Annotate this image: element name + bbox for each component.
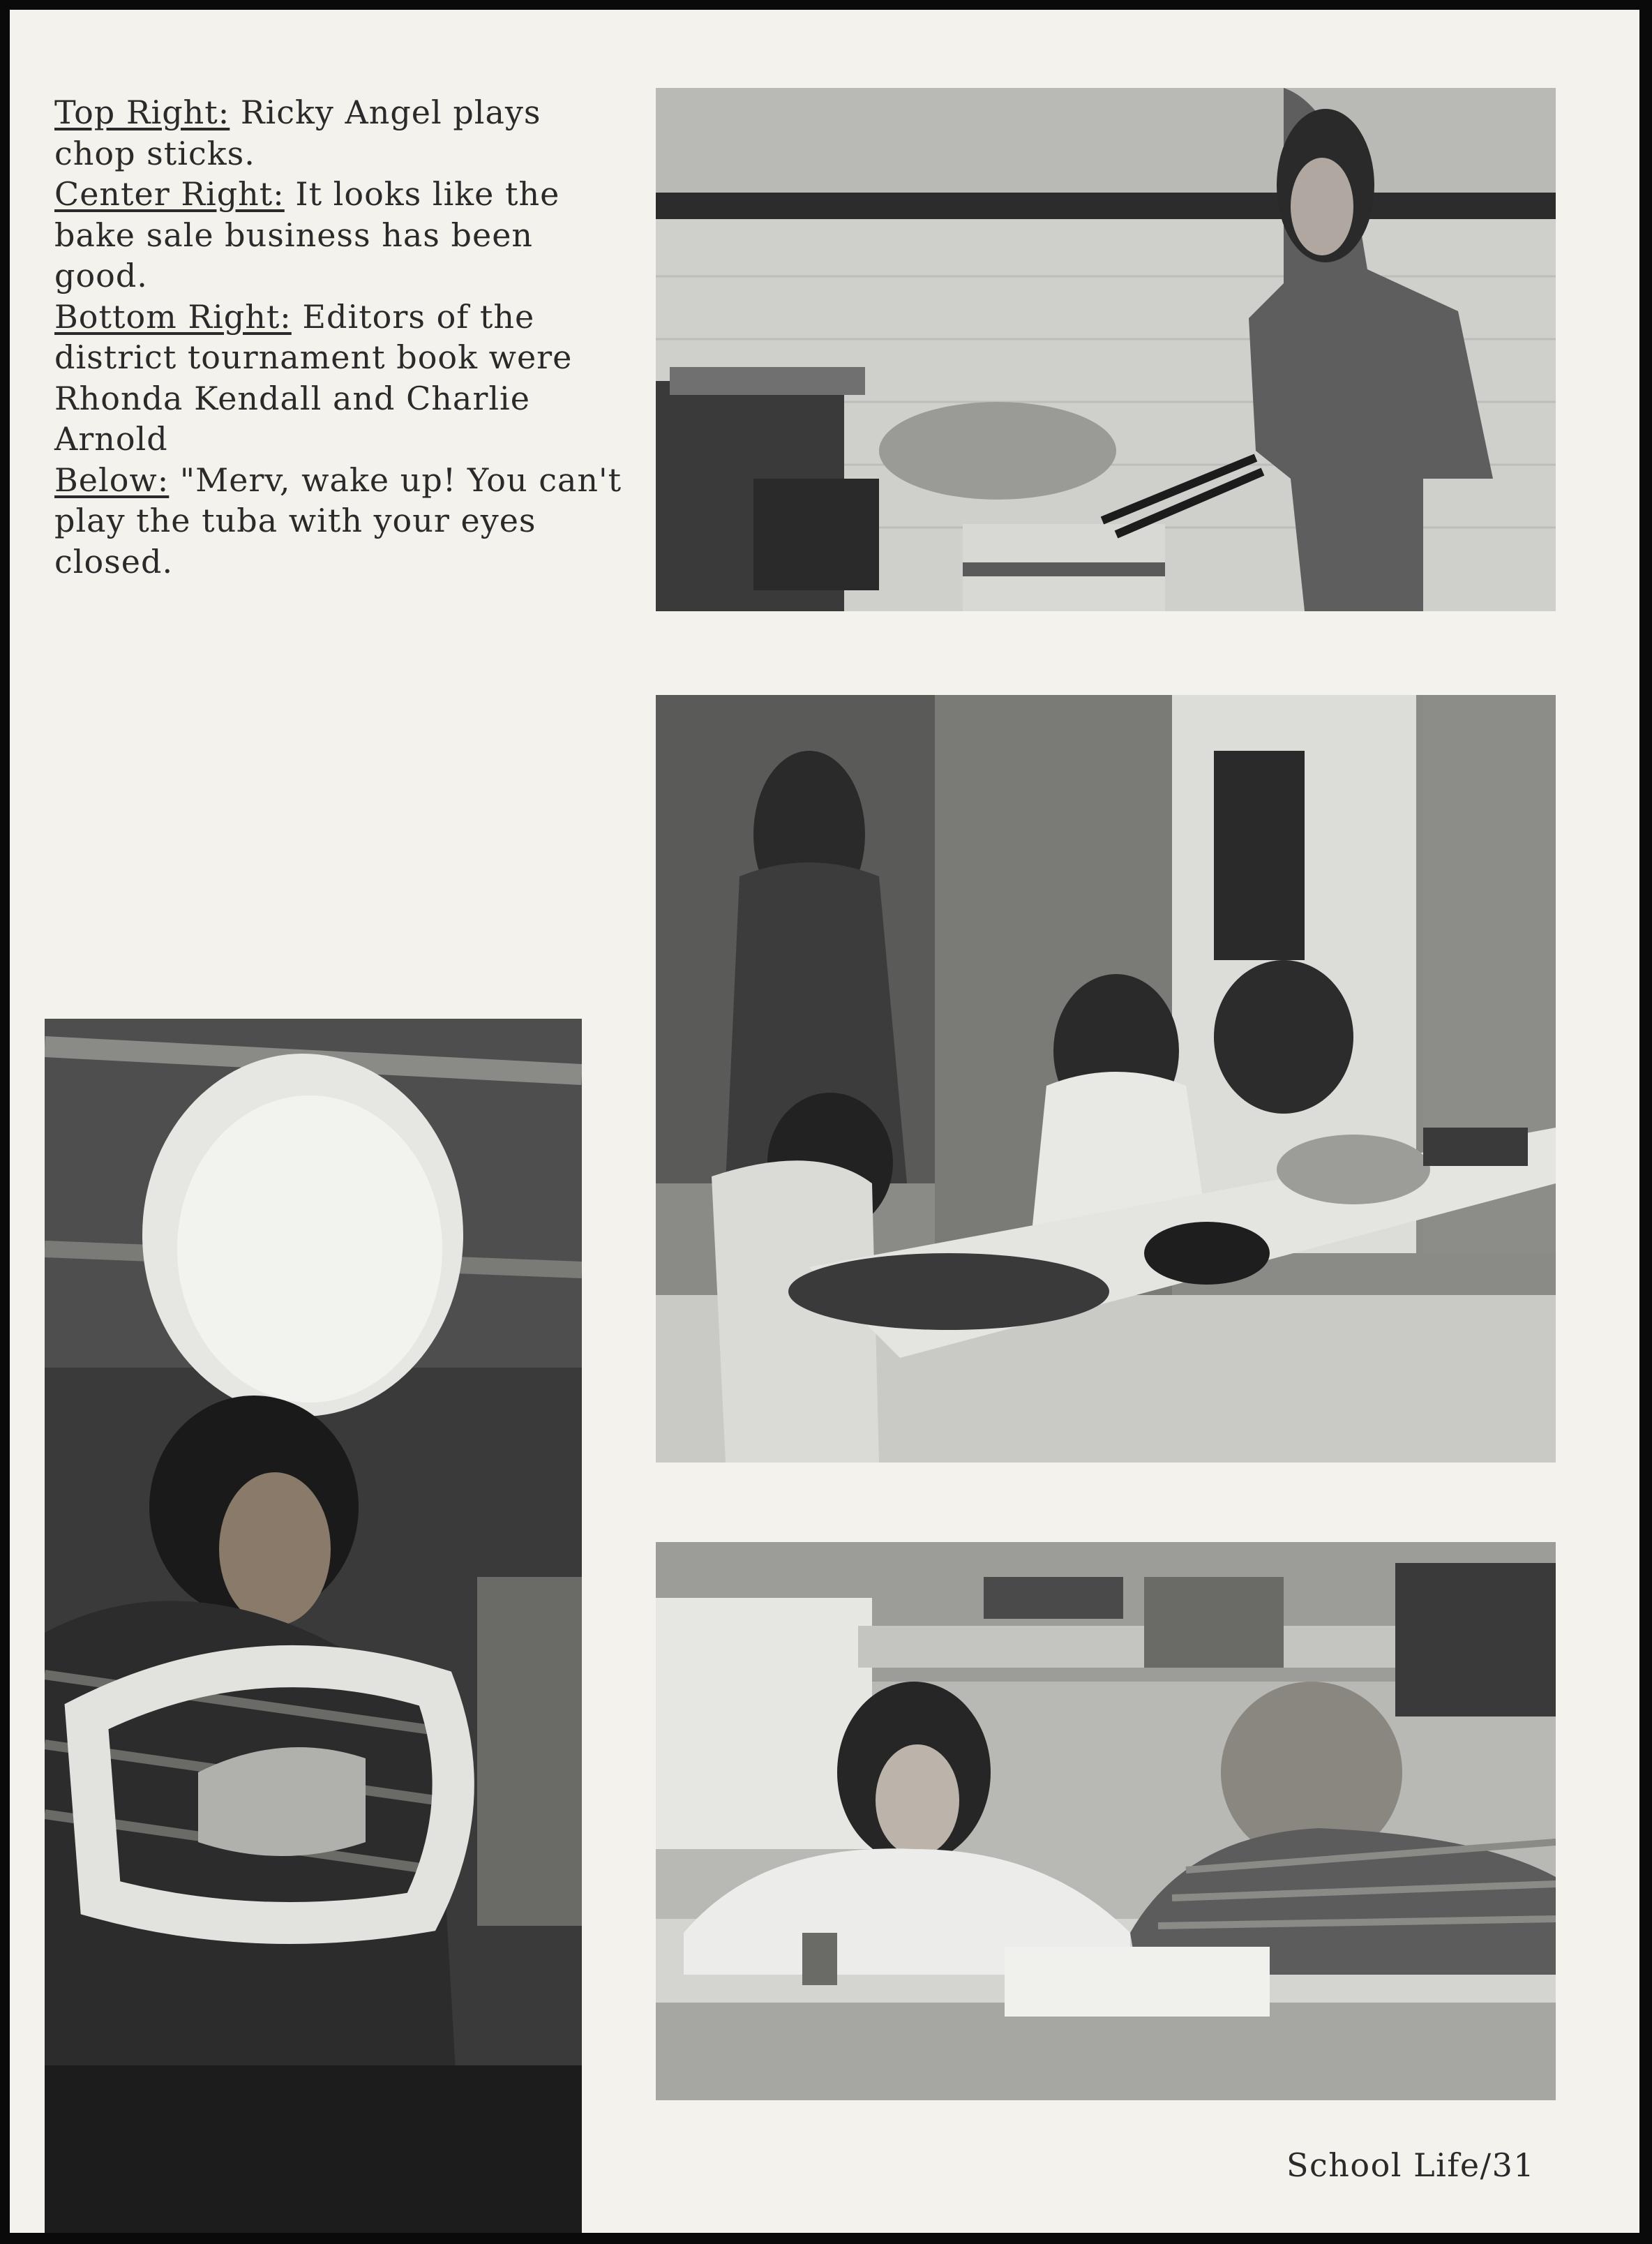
photo-drummer xyxy=(656,88,1556,611)
caption-below xyxy=(54,460,626,583)
yearbook-page xyxy=(10,10,1639,2233)
caption-text: "Merv, wake up! You can't play the tuba with your eyes closed. xyxy=(54,461,622,581)
photo-tuba-player xyxy=(45,1019,582,2233)
caption-label: Center Right: xyxy=(54,175,285,213)
caption-bottom-right xyxy=(54,297,626,460)
caption-label: Top Right: xyxy=(54,94,230,131)
caption-label: Below: xyxy=(54,461,170,499)
caption-text: Ricky Angel plays chop sticks. xyxy=(54,94,541,172)
caption-text: It looks like the bake sale business has been good. xyxy=(54,175,560,294)
page-footer: School Life/31 xyxy=(1286,2146,1535,2184)
caption-top-right xyxy=(54,92,626,174)
photo-bake-sale xyxy=(656,695,1556,1463)
photo-editors xyxy=(656,1542,1556,2100)
caption-label: Bottom Right: xyxy=(54,297,292,336)
photo-captions xyxy=(54,92,626,582)
caption-text: Editors of the district tournament book were Rhonda Kendall and Charlie Arnold xyxy=(54,297,573,458)
caption-center-right xyxy=(54,174,626,297)
